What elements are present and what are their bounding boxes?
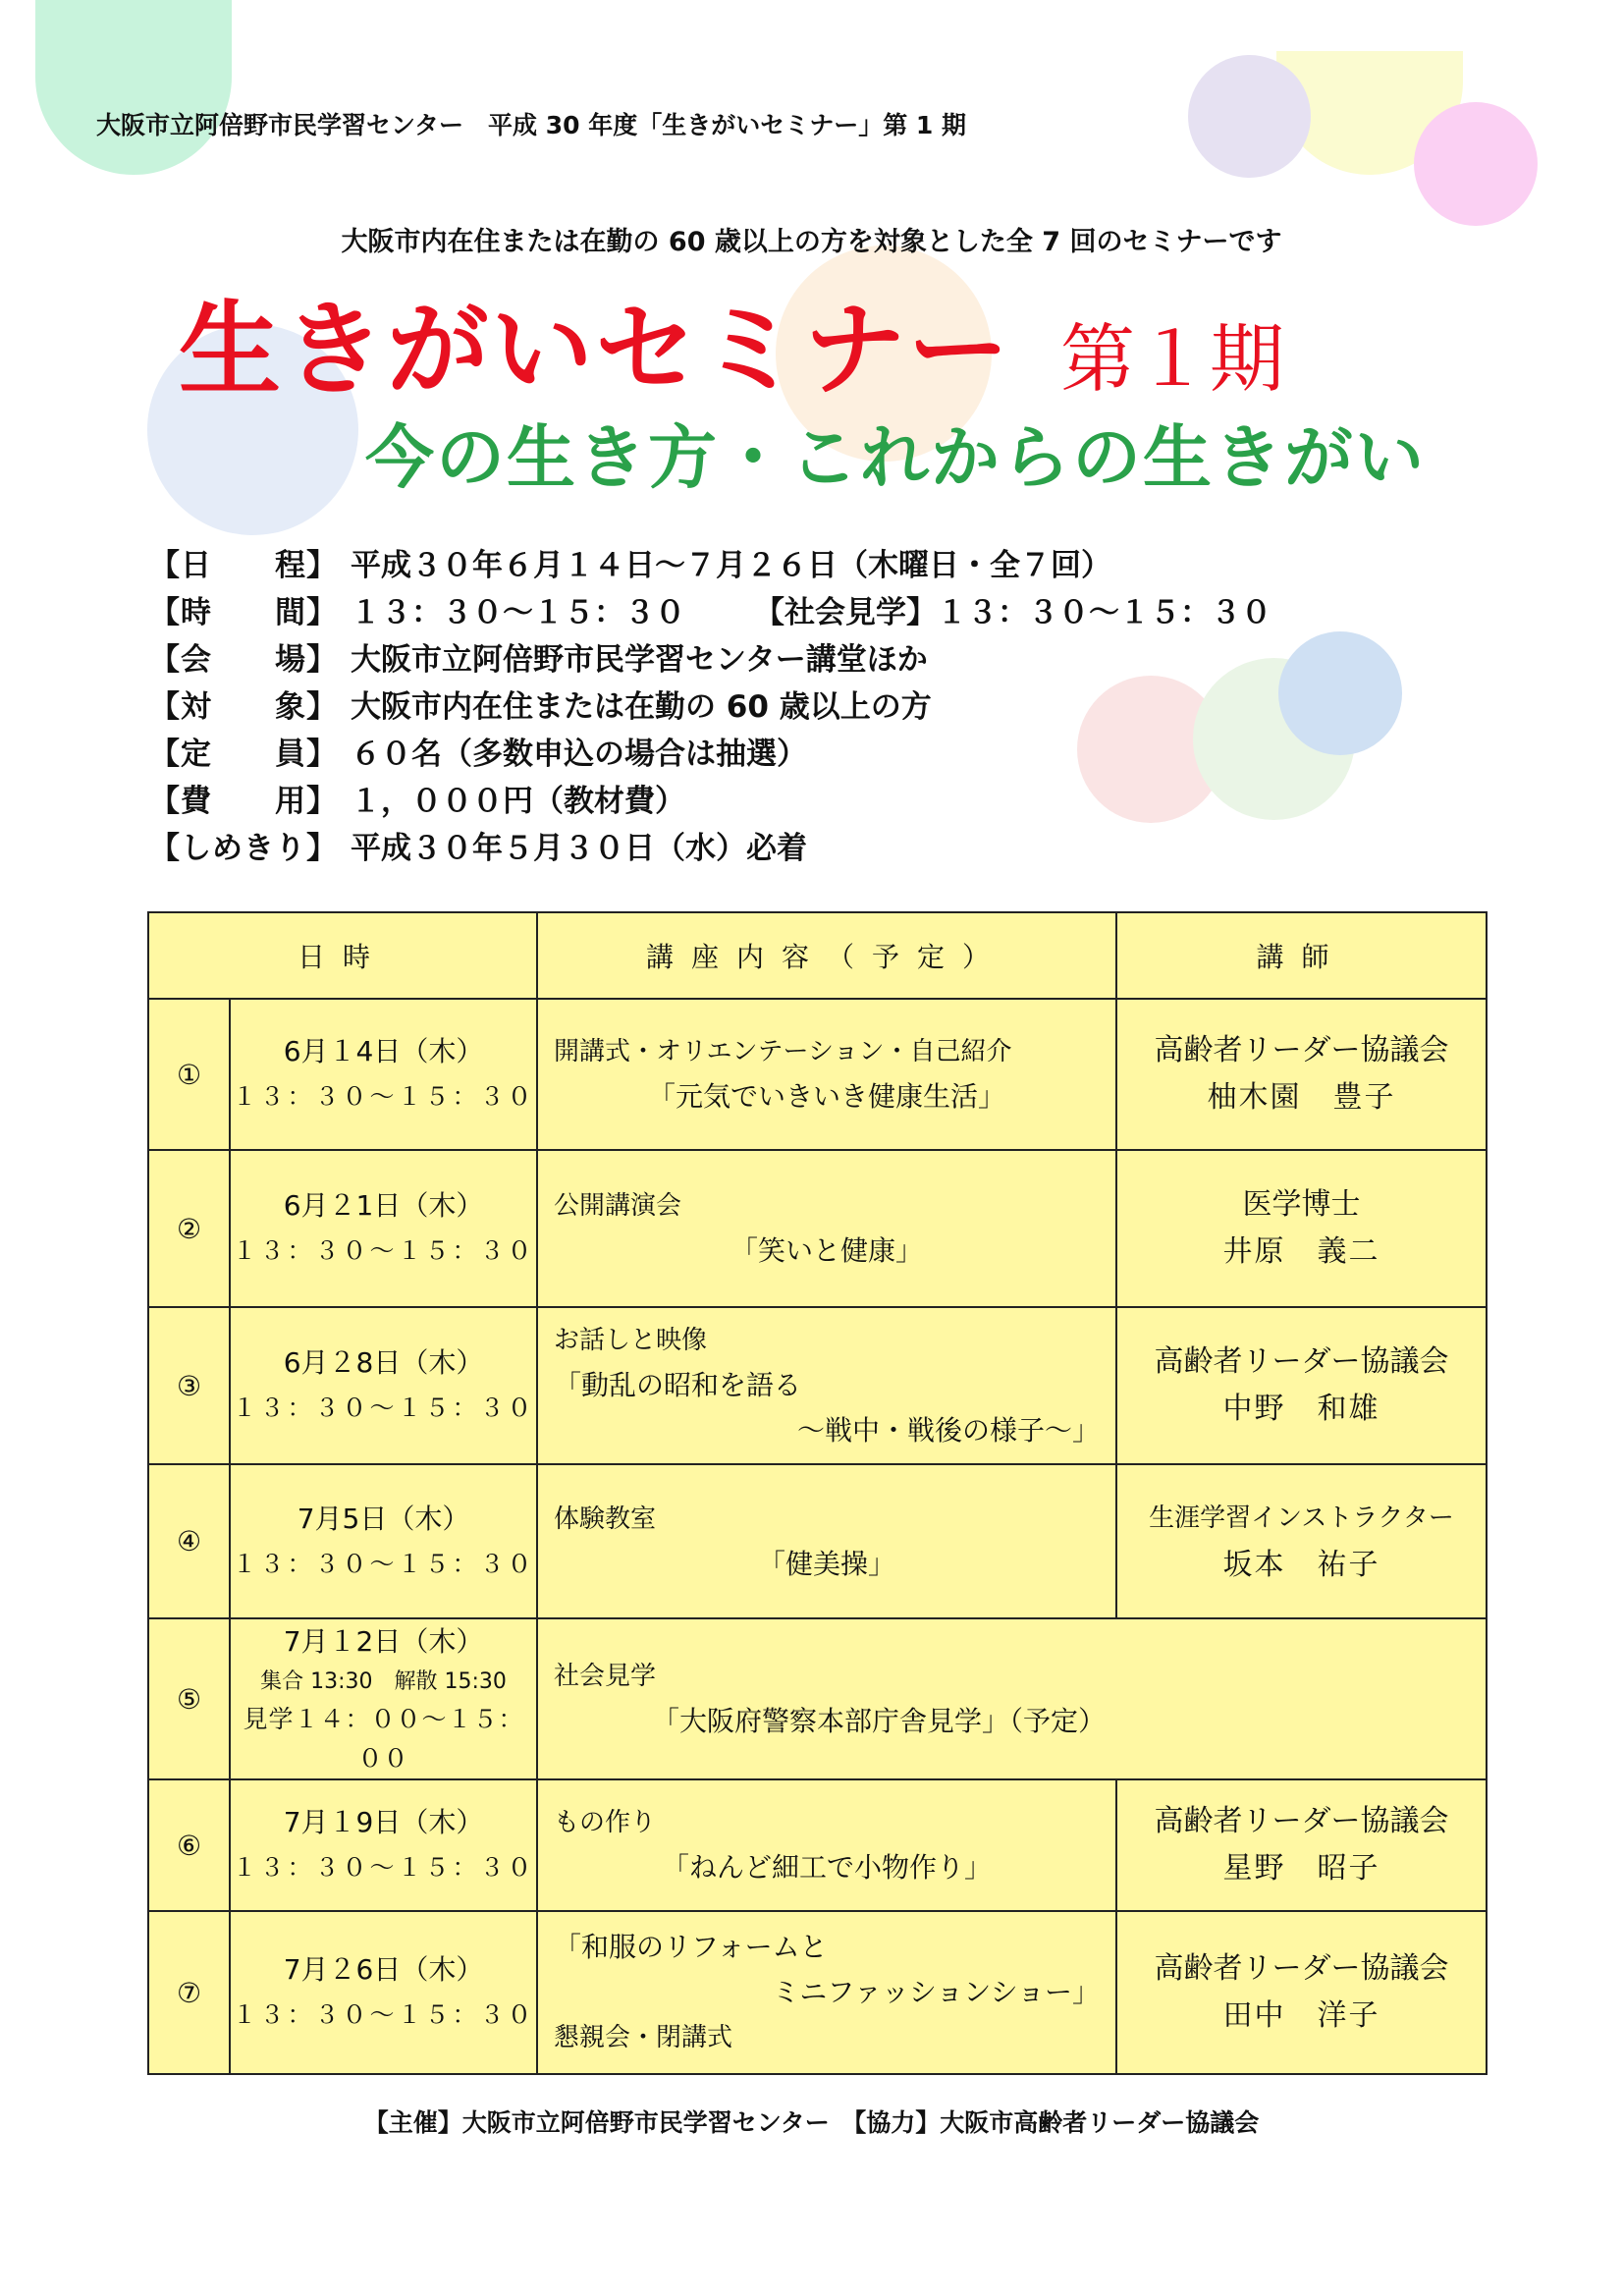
decor-circle-green xyxy=(35,0,232,175)
session-number: ② xyxy=(148,1150,230,1307)
lecturer-org: 医学博士 xyxy=(1242,1187,1361,1222)
session-date: 6月２8日（木） xyxy=(283,1346,484,1379)
session-number: ⑥ xyxy=(148,1779,230,1911)
info-row xyxy=(149,538,1271,585)
content-line: 「笑いと健康」 xyxy=(730,1234,924,1267)
schedule-table xyxy=(147,911,1488,2075)
session-time: １３：３０～１５：３０ xyxy=(232,1236,535,1265)
lecturer-org: 生涯学習インストラクター xyxy=(1149,1503,1454,1533)
session-time: １３：３０～１５：３０ xyxy=(232,1853,535,1882)
info-value: 大阪市内在住または在勤の 60 歳以上の方 xyxy=(351,688,932,725)
table-row xyxy=(148,1307,1487,1464)
table-row xyxy=(148,1911,1487,2074)
info-key: 【日 程】 xyxy=(149,547,338,583)
session-content xyxy=(537,999,1116,1150)
info-key: 【会 場】 xyxy=(149,641,338,678)
session-datetime xyxy=(230,1911,537,2074)
content-line: 「ねんど細工で小物作り」 xyxy=(662,1851,993,1884)
info-key: 【しめきり】 xyxy=(149,830,338,866)
session-lecturer xyxy=(1116,1779,1487,1911)
lecturer-org: 高齢者リーダー協議会 xyxy=(1154,1951,1449,1986)
title-term: 第１期 xyxy=(1060,315,1285,403)
table-row xyxy=(148,1618,1487,1779)
table-header-row xyxy=(148,912,1487,999)
info-row xyxy=(149,585,1271,632)
info-extra: 【社会見学】１３：３０～１５：３０ xyxy=(754,594,1271,630)
lecturer-name: 柚木園 豊子 xyxy=(1207,1080,1396,1115)
session-datetime xyxy=(230,1618,537,1779)
content-line: 「動乱の昭和を語る xyxy=(554,1369,802,1401)
info-value: １，０００円（教材費） xyxy=(351,783,685,819)
intro-text: 大阪市内在住または在勤の 60 歳以上の方を対象とした全 7 回のセミナーです xyxy=(341,227,1282,257)
title-main: 生きがいセミナー xyxy=(179,290,1012,410)
content-line: 懇親会・閉講式 xyxy=(554,2023,733,2052)
session-datetime xyxy=(230,1150,537,1307)
content-line: 社会見学 xyxy=(554,1662,657,1691)
info-row xyxy=(149,680,1271,727)
page-title xyxy=(179,267,1284,414)
content-line: ～戦中・戦後の様子～」 xyxy=(797,1414,1101,1447)
session-date: 7月２6日（木） xyxy=(283,1953,484,1986)
content-line: 「大阪府警察本部庁舎見学」（予定） xyxy=(652,1705,1107,1737)
session-datetime xyxy=(230,1307,537,1464)
content-line: 開講式・オリエンテーション・自己紹介 xyxy=(554,1037,1012,1066)
decor-circle-pink xyxy=(1414,102,1538,226)
session-lecturer xyxy=(1116,1307,1487,1464)
session-content xyxy=(537,1307,1116,1464)
session-time: １３：３０～１５：３０ xyxy=(232,1082,535,1111)
info-row xyxy=(149,727,1271,774)
session-number: ③ xyxy=(148,1307,230,1464)
session-time: １３：３０～１５：３０ xyxy=(232,1394,535,1422)
session-date: 7月１9日（木） xyxy=(283,1806,484,1838)
session-content xyxy=(537,1618,1487,1779)
session-datetime xyxy=(230,1464,537,1618)
table-row xyxy=(148,1779,1487,1911)
session-datetime xyxy=(230,1779,537,1911)
lecturer-org: 高齢者リーダー協議会 xyxy=(1154,1344,1449,1379)
header-datetime: 日時 xyxy=(148,912,537,999)
session-datetime xyxy=(230,999,537,1150)
header-lecturer: 講師 xyxy=(1116,912,1487,999)
lecturer-org: 高齢者リーダー協議会 xyxy=(1154,1033,1449,1067)
session-lecturer xyxy=(1116,1464,1487,1618)
info-key: 【対 象】 xyxy=(149,688,338,725)
header-text: 大阪市立阿倍野市民学習センター 平成 30 年度「生きがいセミナー」第 1 期 xyxy=(96,111,967,139)
table-row xyxy=(148,999,1487,1150)
session-date: 7月5日（木） xyxy=(297,1502,470,1535)
info-row xyxy=(149,774,1271,821)
session-lecturer xyxy=(1116,1911,1487,2074)
info-value: 大阪市立阿倍野市民学習センター講堂ほか xyxy=(351,641,928,678)
session-time: 集合 13:30 解散 15:30 xyxy=(260,1669,507,1694)
info-key: 【時 間】 xyxy=(149,594,338,630)
footer-text: 【主催】大阪市立阿倍野市民学習センター 【協力】大阪市高齢者リーダー協議会 xyxy=(363,2108,1260,2137)
info-value: ６０名（多数申込の場合は抽選） xyxy=(351,736,807,772)
table-row xyxy=(148,1464,1487,1618)
session-time: １３：３０～１５：３０ xyxy=(232,2000,535,2029)
session-content xyxy=(537,1911,1116,2074)
lecturer-org: 高齢者リーダー協議会 xyxy=(1154,1804,1449,1838)
content-line: 「健美操」 xyxy=(758,1547,896,1580)
info-key: 【定 員】 xyxy=(149,736,338,772)
lecturer-name: 田中 洋子 xyxy=(1222,1998,1380,2033)
session-date: 7月１2日（木） xyxy=(283,1625,484,1658)
session-lecturer xyxy=(1116,1150,1487,1307)
header-content: 講座内容（予定） xyxy=(537,912,1116,999)
session-number: ① xyxy=(148,999,230,1150)
info-key: 【費 用】 xyxy=(149,783,338,819)
decor-circle-lavender xyxy=(1188,55,1311,178)
content-line: 「和服のリフォームと xyxy=(554,1931,828,1963)
session-visit-time: 見学１４：００～１５：００ xyxy=(243,1705,524,1773)
info-row xyxy=(149,632,1271,680)
lecturer-name: 坂本 祐子 xyxy=(1222,1547,1380,1582)
decor-circle-blue-2 xyxy=(1278,631,1402,755)
content-line: 「元気でいきいき健康生活」 xyxy=(648,1080,1006,1113)
info-value: 平成３０年６月１４日～７月２６日（木曜日・全７回） xyxy=(351,547,1111,583)
session-date: 6月１4日（木） xyxy=(283,1035,484,1067)
lecturer-name: 井原 義二 xyxy=(1222,1234,1380,1269)
lecturer-name: 星野 昭子 xyxy=(1222,1851,1380,1886)
content-line: 体験教室 xyxy=(554,1503,657,1534)
content-line: 公開講演会 xyxy=(554,1191,682,1221)
info-row xyxy=(149,821,1271,868)
info-value: 平成３０年５月３０日（水）必着 xyxy=(351,830,807,866)
content-line: もの作り xyxy=(554,1808,657,1837)
session-number: ⑤ xyxy=(148,1618,230,1779)
session-content xyxy=(537,1779,1116,1911)
session-lecturer xyxy=(1116,999,1487,1150)
session-time: １３：３０～１５：３０ xyxy=(232,1549,535,1578)
session-date: 6月２1日（木） xyxy=(283,1189,484,1222)
page-subtitle: 今の生き方・これからの生きがい xyxy=(365,417,1426,498)
content-line: お話しと映像 xyxy=(554,1326,708,1355)
table-row xyxy=(148,1150,1487,1307)
session-number: ④ xyxy=(148,1464,230,1618)
lecturer-name: 中野 和雄 xyxy=(1222,1392,1380,1426)
session-number: ⑦ xyxy=(148,1911,230,2074)
content-line: ミニファッションショー」 xyxy=(772,1976,1101,2008)
session-content xyxy=(537,1150,1116,1307)
session-content xyxy=(537,1464,1116,1618)
info-value: １３：３０～１５：３０ xyxy=(351,594,685,630)
event-info xyxy=(149,538,1271,868)
